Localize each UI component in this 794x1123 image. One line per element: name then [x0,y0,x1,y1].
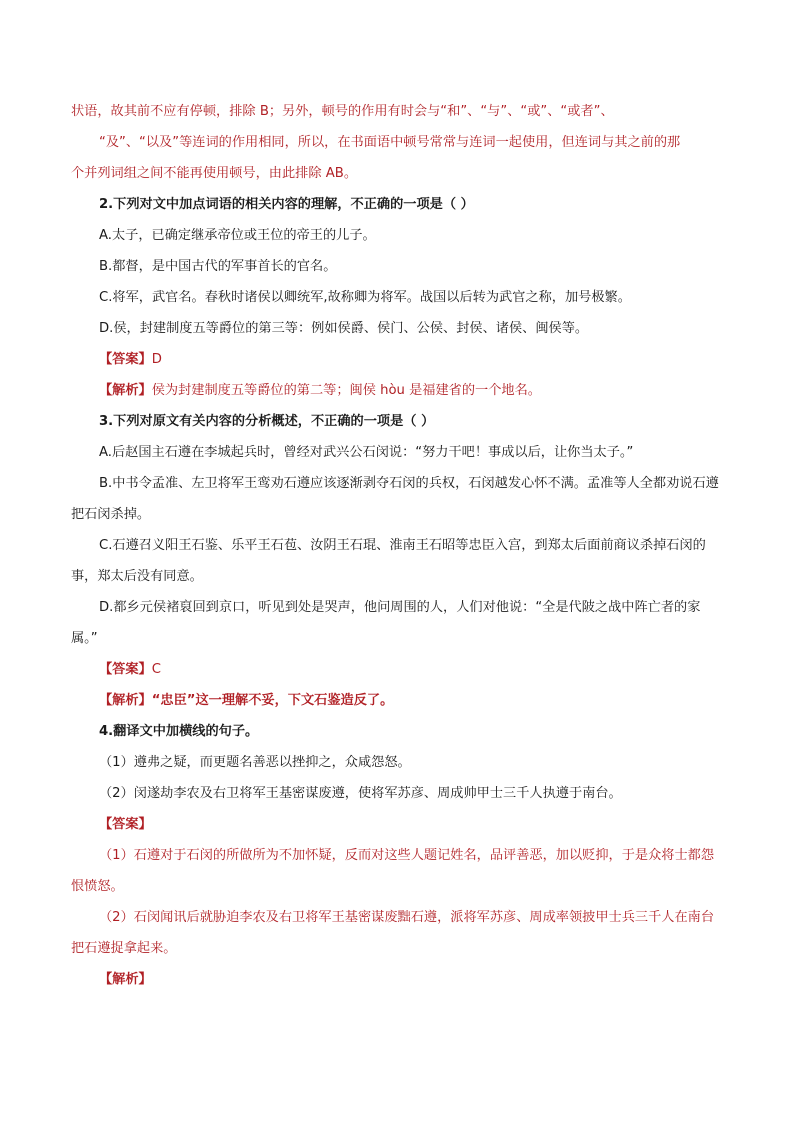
question-2-option-c: C.将军，武官名。春秋时诸侯以卿统军,故称卿为将军。战国以后转为武官之称，加号极繁。 [99,290,631,305]
question-2-option-b: B.都督，是中国古代的军事首长的官名。 [99,259,337,274]
question-4 [71,716,723,995]
analysis-text: 侯为封建制度五等爵位的第二等；闽侯 hòu 是福建省的一个地名。 [151,383,541,398]
question-4-answer-1: （1）石遵对于石闵的所做所为不加怀疑，反而对这些人题记姓名，品评善恶，加以贬抑，于是众将士都怨恨愤怒。 [71,848,715,894]
analysis-tag: 【解析】 [99,693,152,708]
question-4-item-1: （1）遵弗之疑，而更题名善恶以挫抑之，众咸怨怒。 [99,755,411,770]
analysis-tag: 【解析】 [99,972,152,987]
question-3-stem: 3.下列对原文有关内容的分析概述，不正确的一项是（ ） [99,414,435,429]
intro-line-3: 个并列词组之间不能再使用顿号，由此排除 AB。 [71,166,358,181]
intro-explanation [71,96,723,189]
answer-tag: 【答案】 [99,352,152,367]
answer-tag: 【答案】 [99,817,152,832]
question-2-option-d: D.侯，封建制度五等爵位的第三等：例如侯爵、侯门、公侯、封侯、诸侯、闽侯等。 [99,321,589,336]
question-2-analysis [71,375,723,406]
question-3-option-b: B.中书令孟准、左卫将军王鸾劝石遵应该逐渐剥夺石闵的兵权，石闵越发心怀不满。孟准等人全都劝说石遵把石闵杀掉。 [71,476,719,522]
intro-line-1: 状语，故其前不应有停顿，排除 B；另外，顿号的作用有时会与“和”、“与”、“或”、“或者”、 [71,104,614,119]
analysis-text: “忠臣”这一理解不妥，下文石鉴造反了。 [151,693,394,708]
question-3-analysis [71,685,723,716]
question-3-option-d: D.都乡元侯褚裒回到京口，听见到处是哭声，他问周围的人，人们对他说：“全是代陂之战中阵亡者的家属。” [71,600,701,646]
question-2 [71,189,723,406]
question-3 [71,406,723,716]
answer-value: D [151,352,162,367]
intro-line-2: “及”、“以及”等连词的作用相同，所以，在书面语中顿号常常与连词一起使用，但连词与其之前的那 [99,135,681,150]
question-3-option-c: C.石遵召义阳王石鉴、乐平王石苞、汝阴王石琨、淮南王石昭等忠臣入宫，到郑太后面前商议杀掉石闵的事，郑太后没有同意。 [71,538,706,584]
analysis-tag: 【解析】 [99,383,152,398]
question-4-answer-2: （2）石闵闻讯后就胁迫李农及右卫将军王基密谋废黜石遵，派将军苏彦、周成率领披甲士兵三千人在南台把石遵捉拿起来。 [71,910,715,956]
question-4-item-2: （2）闵遂劫李农及右卫将军王基密谋废遵，使将军苏彦、周成帅甲士三千人执遵于南台。 [99,786,622,801]
question-4-answer [71,809,723,840]
question-4-analysis [71,964,723,995]
answer-tag: 【答案】 [99,662,152,677]
question-2-stem: 2.下列对文中加点词语的相关内容的理解，不正确的一项是（ ） [99,197,474,212]
question-4-stem: 4.翻译文中加横线的句子。 [99,724,259,739]
question-3-answer [71,654,723,685]
question-2-answer [71,344,723,375]
answer-value: C [151,662,161,677]
question-3-option-a: A.后赵国主石遵在李城起兵时，曾经对武兴公石闵说：“努力干吧！事成以后，让你当太子。” [99,445,634,460]
question-2-option-a: A.太子，已确定继承帝位或王位的帝王的儿子。 [99,228,376,243]
